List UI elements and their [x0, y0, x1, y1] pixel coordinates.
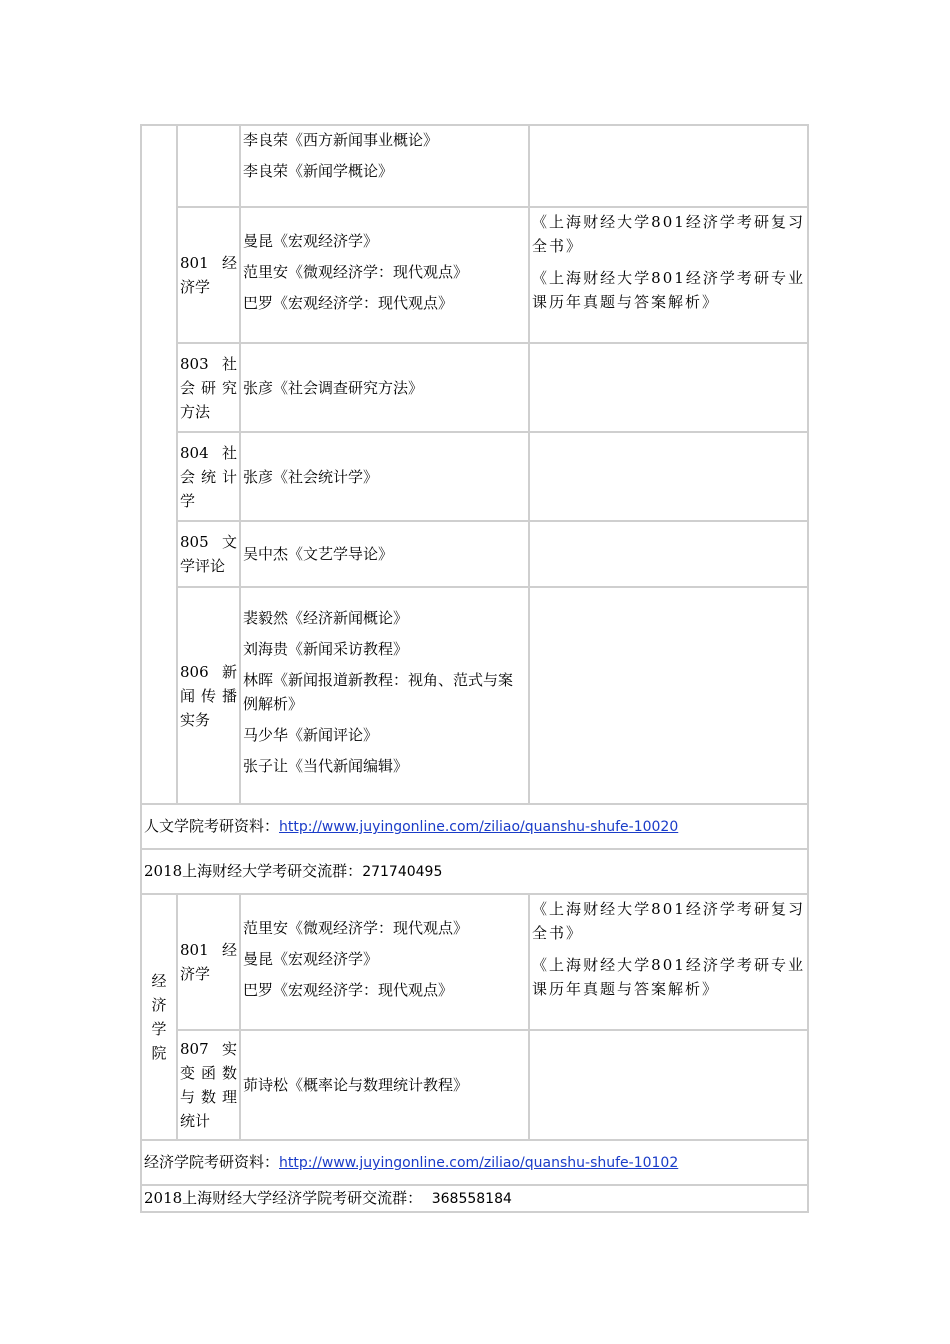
table-row — [141, 804, 808, 849]
book-item: 李良荣《西方新闻事业概论》 — [243, 131, 439, 149]
table-row — [141, 432, 808, 521]
book-item: 张子让《当代新闻编辑》 — [243, 757, 409, 775]
book-item: 曼昆《宏观经济学》 — [243, 949, 379, 968]
course-name: 801 经济学 — [177, 207, 240, 343]
table-row — [141, 125, 808, 207]
course-name: 804 社会统计学 — [177, 432, 240, 521]
college-cell-economics — [141, 894, 177, 1140]
economics-group-row — [141, 1185, 808, 1212]
book-item: 吴中杰《文艺学导论》 — [240, 521, 529, 587]
table-row — [141, 1185, 808, 1212]
book-item: 裴毅然《经济新闻概论》 — [243, 609, 409, 627]
materials-cell — [529, 587, 808, 804]
book-item: 林晖《新闻报道新教程：视角、范式与案例解析》 — [243, 671, 514, 713]
material-item: 《上海财经大学801经济学考研复习全书》 — [532, 900, 805, 942]
table-row — [141, 1030, 808, 1140]
book-item: 范里安《微观经济学：现代观点》 — [243, 262, 469, 281]
material-item: 《上海财经大学801经济学考研复习全书》 — [532, 213, 805, 255]
books-cell — [240, 125, 529, 207]
course-cell — [177, 125, 240, 207]
materials-cell — [529, 207, 808, 343]
college-name-char: 济 — [151, 996, 167, 1014]
book-item: 茆诗松《概率论与数理统计教程》 — [240, 1030, 529, 1140]
humanities-group-label: 2018上海财经大学考研交流群： — [144, 862, 363, 880]
materials-cell — [529, 894, 808, 1030]
economics-materials-link[interactable]: http://www.juyingonline.com/ziliao/quanshu-shufe-10102 — [279, 1155, 679, 1171]
college-name-char: 学 — [151, 1020, 167, 1038]
book-item: 曼昆《宏观经济学》 — [243, 231, 379, 250]
books-cell — [240, 587, 529, 804]
book-item: 马少华《新闻评论》 — [243, 726, 379, 744]
materials-cell — [529, 1030, 808, 1140]
college-name-char: 经 — [151, 972, 167, 990]
humanities-materials-link[interactable]: http://www.juyingonline.com/ziliao/quanshu-shufe-10020 — [279, 819, 679, 835]
book-item: 巴罗《宏观经济学：现代观点》 — [243, 293, 454, 312]
table-row — [141, 1140, 808, 1185]
table-row — [141, 587, 808, 804]
books-cell — [240, 207, 529, 343]
economics-materials-label: 经济学院考研资料： — [144, 1153, 280, 1171]
material-item: 《上海财经大学801经济学考研专业课历年真题与答案解析》 — [532, 956, 805, 998]
humanities-materials-label: 人文学院考研资料： — [144, 817, 280, 835]
book-item: 刘海贵《新闻采访教程》 — [243, 640, 409, 658]
economics-group-label: 2018上海财经大学经济学院考研交流群： — [144, 1189, 423, 1207]
book-item: 张彦《社会统计学》 — [240, 432, 529, 521]
book-item: 巴罗《宏观经济学：现代观点》 — [243, 980, 454, 999]
book-item: 张彦《社会调查研究方法》 — [240, 343, 529, 432]
economics-group-number: 368558184 — [431, 1191, 512, 1207]
materials-cell — [529, 343, 808, 432]
table-row — [141, 343, 808, 432]
course-name: 805 文学评论 — [177, 521, 240, 587]
economics-materials-row — [141, 1140, 808, 1185]
books-cell — [240, 894, 529, 1030]
table-row — [141, 521, 808, 587]
materials-cell — [529, 125, 808, 207]
course-name: 803 社会研究方法 — [177, 343, 240, 432]
college-name-char: 院 — [151, 1044, 167, 1062]
exam-reference-table — [140, 124, 809, 1213]
table-row — [141, 207, 808, 343]
course-name: 801 经济学 — [177, 894, 240, 1030]
humanities-materials-row — [141, 804, 808, 849]
humanities-group-number: 271740495 — [362, 864, 443, 880]
materials-cell — [529, 521, 808, 587]
course-name: 806 新闻传播实务 — [177, 587, 240, 804]
college-cell-humanities — [141, 125, 177, 804]
book-item: 李良荣《新闻学概论》 — [243, 162, 394, 180]
course-name: 807 实变函数与数理统计 — [177, 1030, 240, 1140]
materials-cell — [529, 432, 808, 521]
table-row — [141, 894, 808, 1030]
table-row — [141, 849, 808, 894]
book-item: 范里安《微观经济学：现代观点》 — [243, 918, 469, 937]
material-item: 《上海财经大学801经济学考研专业课历年真题与答案解析》 — [532, 269, 805, 311]
humanities-group-row — [141, 849, 808, 894]
